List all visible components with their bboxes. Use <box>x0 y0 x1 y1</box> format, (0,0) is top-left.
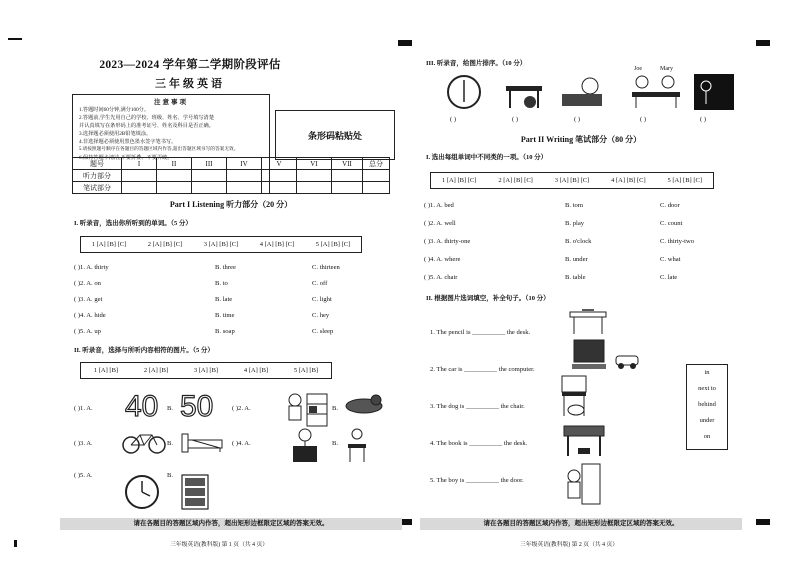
barcode-area <box>275 110 395 160</box>
sentence-3: 3. The dog is __________ the chair. <box>430 403 525 410</box>
q2-item-5-label: ( )5. A. <box>74 472 93 479</box>
q2-item-2-label: ( )2. A. <box>232 405 251 412</box>
item-a: ( )4. A. where <box>424 256 461 263</box>
item-c: C. light <box>312 296 332 303</box>
answer-option[interactable]: 3 [A] [B] [C] <box>554 177 590 184</box>
page2-footer: 三年级英语(教科版) 第 2 页（共 4 页） <box>520 542 619 548</box>
score-header-cell: IV <box>227 158 262 170</box>
score-header-cell: III <box>192 158 227 170</box>
page2-warning-bar: 请在各题目的答题区域内作答，超出矩形边框限定区域的答案无效。 <box>420 518 742 530</box>
word-bank <box>686 364 728 450</box>
order-paren[interactable]: ( ) <box>640 116 647 123</box>
score-cell[interactable] <box>227 170 262 182</box>
computer-and-car-image <box>572 338 642 372</box>
item-b: B. time <box>215 312 235 319</box>
clock-image <box>446 74 482 110</box>
item-a: ( )1. A. bed <box>424 202 454 209</box>
answer-option[interactable]: 3 [A] [B] [C] <box>203 241 239 248</box>
instructions-heading: 注意事项 <box>154 99 188 106</box>
option-b-label: B. <box>332 440 339 447</box>
item-c: C. what <box>660 256 681 263</box>
sentence-5: 5. The boy is __________ the door. <box>430 477 524 484</box>
sentence-2: 2. The car is __________ the computer. <box>430 366 535 373</box>
table-with-ball-image <box>504 82 548 110</box>
answer-option[interactable]: 4 [A] [B] [C] <box>259 241 295 248</box>
item-c: C. late <box>660 274 678 281</box>
score-cell[interactable] <box>157 170 192 182</box>
answer-sheet-page-2 <box>420 42 742 548</box>
score-header-cell: VI <box>297 158 332 170</box>
dog-behind-chair-image <box>558 374 594 418</box>
item-b: B. under <box>565 256 588 263</box>
instruction-line: 6.保持答题卡清洁,不要折叠、不要弄破。 <box>79 155 173 161</box>
joe-and-mary-desk-image <box>628 74 684 108</box>
chair-image <box>344 428 370 462</box>
answer-option[interactable]: 1 [A] [B] <box>93 367 119 374</box>
score-table <box>72 157 390 194</box>
score-row-label: 笔试部分 <box>73 182 122 194</box>
option-b-label: B. <box>167 405 174 412</box>
word-option: next to <box>698 385 716 392</box>
item-a: ( )5. A. up <box>74 328 101 335</box>
mary-label: Mary <box>660 66 673 72</box>
score-header-cell: II <box>157 158 192 170</box>
instruction-line: 并认真填写在条形码上的准考证号、姓名及科目是否正确。 <box>79 123 214 129</box>
score-cell[interactable] <box>363 170 390 182</box>
option-b-label: B. <box>167 472 174 479</box>
order-paren[interactable]: ( ) <box>512 116 519 123</box>
item-c: C. off <box>312 280 328 287</box>
score-cell[interactable] <box>332 182 363 194</box>
q2-heading: II. 听录音，选择与所听内容相符的图片。（5 分） <box>74 347 214 354</box>
barcode-label: 条形码粘贴处 <box>307 130 362 141</box>
clock-image <box>124 474 160 510</box>
instruction-line: 1.答题时间60分钟,满分100分。 <box>79 107 150 113</box>
exam-subtitle: 三年级英语 <box>155 78 225 90</box>
item-c: C. count <box>660 220 683 227</box>
answer-option[interactable]: 2 [A] [B] <box>143 367 169 374</box>
q2-item-1-label: ( )1. A. <box>74 405 93 412</box>
q4-answer-box <box>430 172 714 189</box>
page1-footer: 三年级英语(教科版) 第 1 页（共 4 页） <box>170 542 269 548</box>
item-c: C. door <box>660 202 680 209</box>
score-cell[interactable] <box>297 170 332 182</box>
word-option: in <box>704 369 710 376</box>
score-header-cell: I <box>122 158 157 170</box>
score-cell[interactable] <box>227 182 262 194</box>
bed-image <box>180 430 224 454</box>
score-cell[interactable] <box>262 170 297 182</box>
item-b: B. soap <box>215 328 235 335</box>
right-mark-top <box>756 40 770 46</box>
item-a: ( )1. A. thirty <box>74 264 109 271</box>
item-c: C. thirty-two <box>660 238 695 245</box>
score-cell[interactable] <box>363 182 390 194</box>
item-c: C. hey <box>312 312 330 319</box>
part1-heading: Part I Listening 听力部分（20 分） <box>169 200 293 209</box>
answer-option[interactable]: 5 [A] [B] <box>293 367 319 374</box>
sentence-1: 1. The pencil is __________ the desk. <box>430 329 531 336</box>
instruction-line: 4.非选择题必须使用黑色墨水签字笔书写。 <box>79 139 177 145</box>
score-cell[interactable] <box>157 182 192 194</box>
number-50-image: 50 <box>180 390 214 423</box>
q3-heading: III. 听录音，给图片排序。（10 分） <box>426 60 527 67</box>
item-b: B. tom <box>565 202 583 209</box>
monkey-on-box-image <box>290 428 320 462</box>
joe-label: Joe <box>634 66 642 72</box>
score-header-cell: VII <box>332 158 363 170</box>
answer-option[interactable]: 1 [A] [B] [C] <box>91 241 127 248</box>
item-b: B. to <box>215 280 228 287</box>
score-cell[interactable] <box>332 170 363 182</box>
answer-option[interactable]: 2 [A] [B] [C] <box>498 177 533 184</box>
score-header-cell: 总分 <box>363 158 390 170</box>
right-mark-bottom <box>756 519 770 525</box>
item-c: C. thirteen <box>312 264 340 271</box>
q2-answer-box <box>80 362 332 379</box>
score-cell[interactable] <box>122 170 157 182</box>
answer-option[interactable]: 2 [A] [B] [C] <box>147 241 183 248</box>
score-cell[interactable] <box>192 182 227 194</box>
drawers-image <box>180 474 210 510</box>
order-paren[interactable]: ( ) <box>574 116 581 123</box>
word-option: under <box>699 417 715 424</box>
instruction-line: 2.答题前,学生先用自己的学校、班级、姓名、学号填写清楚 <box>79 115 214 121</box>
item-b: B. late <box>215 296 233 303</box>
exam-title: 2023—2024 学年第二学期阶段评估 <box>99 59 281 71</box>
score-header-cell: V <box>262 158 297 170</box>
item-c: C. sleep <box>312 328 334 335</box>
q5-heading: II. 根据图片选词填空，补全句子。（10 分） <box>426 295 550 302</box>
answer-option[interactable]: 3 [A] [B] <box>193 367 219 374</box>
cat-sleeping-image <box>344 394 384 414</box>
option-b-label: B. <box>167 440 174 447</box>
answer-option[interactable]: 4 [A] [B] <box>243 367 269 374</box>
boy-at-door-image <box>562 462 602 506</box>
q4-heading: I. 选出每组单词中不同类的一项。（10 分） <box>426 154 548 161</box>
answer-option[interactable]: 5 [A] [B] [C] <box>667 177 702 184</box>
item-a: ( )2. A. on <box>74 280 101 287</box>
score-row-label: 听力部分 <box>73 170 122 182</box>
binding-mark-bottom <box>14 540 17 547</box>
word-option: on <box>703 433 711 440</box>
number-40-image: 40 <box>125 390 159 423</box>
q1-answer-box <box>80 236 362 253</box>
item-b: B. three <box>215 264 236 271</box>
q1-heading: I. 听录音，选出你所听到的单词。（5 分） <box>74 220 192 227</box>
part2-heading: Part II Writing 笔试部分（80 分） <box>520 135 642 144</box>
score-cell[interactable] <box>192 170 227 182</box>
item-b: B. table <box>565 274 586 281</box>
item-a: ( )2. A. well <box>424 220 456 227</box>
answer-option[interactable]: 4 [A] [B] [C] <box>611 177 646 184</box>
answer-option[interactable]: 5 [A] [B] [C] <box>315 241 351 248</box>
score-cell[interactable] <box>262 182 297 194</box>
word-option: behind <box>698 401 716 408</box>
book-under-desk-image <box>562 422 606 458</box>
option-b-label: B. <box>332 405 339 412</box>
q2-item-4-label: ( )4. A. <box>232 440 251 447</box>
answer-sheet-page-1 <box>60 42 402 548</box>
score-cell[interactable] <box>122 182 157 194</box>
bicycle-image <box>122 430 166 454</box>
score-header-cell: 题号 <box>73 158 122 170</box>
answer-option[interactable]: 1 [A] [B] [C] <box>441 177 477 184</box>
boy-with-cat-image <box>285 392 329 428</box>
page1-warning-bar: 请在各题目的答题区域内作答，超出矩形边框限定区域的答案无效。 <box>60 518 402 530</box>
item-a: ( )4. A. hide <box>74 312 106 319</box>
item-b: B. o'clock <box>565 238 592 245</box>
item-b: B. play <box>565 220 585 227</box>
instruction-line: 3.选择题必须使用2B铅笔填涂。 <box>79 131 152 137</box>
desk-with-pencil-image <box>568 304 608 336</box>
sentence-4: 4. The book is __________ the desk. <box>430 440 528 447</box>
item-a: ( )5. A. chair <box>424 274 458 281</box>
item-a: ( )3. A. thirty-one <box>424 238 471 245</box>
boy-at-blackboard-image <box>692 72 736 112</box>
sleeping-child-image <box>560 76 604 110</box>
binding-mark-top <box>8 38 22 40</box>
order-paren[interactable]: ( ) <box>700 116 707 123</box>
score-cell[interactable] <box>297 182 332 194</box>
item-a: ( )3. A. get <box>74 296 103 303</box>
instruction-line: 5.请按照题号顺序在各题目的答题区域内作答,超出答题区域书写的答案无效。 <box>79 147 239 152</box>
q2-item-3-label: ( )3. A. <box>74 440 93 447</box>
q1-item-1 <box>74 264 109 271</box>
order-paren[interactable]: ( ) <box>450 116 457 123</box>
